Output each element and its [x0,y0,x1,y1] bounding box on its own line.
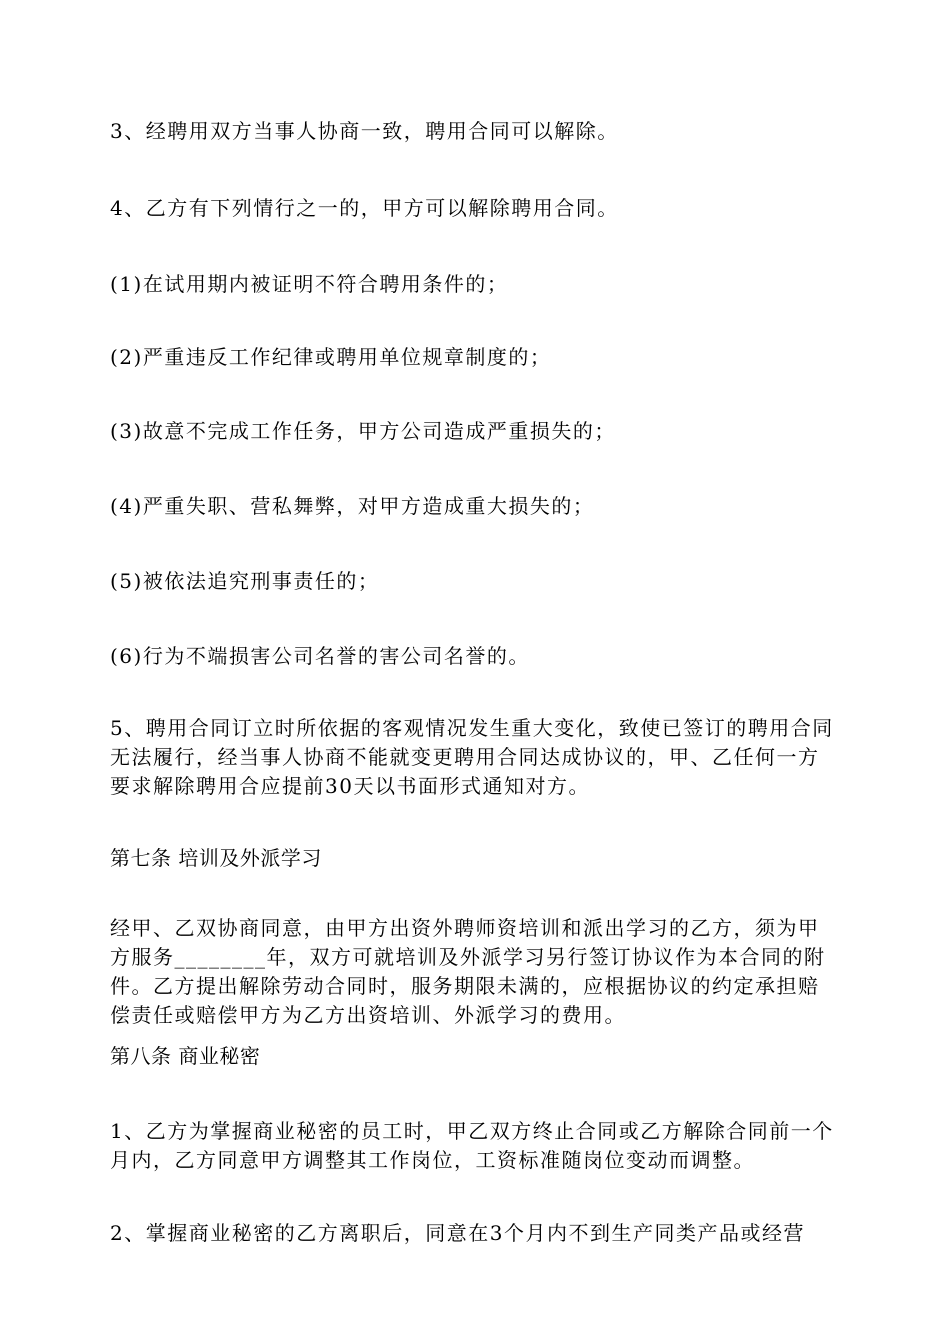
clause-6-item-4-sub-1: (1)在试用期内被证明不符合聘用条件的； [110,272,509,296]
clause-6-item-4-sub-4: (4)严重失职、营私舞弊，对甲方造成重大损失的； [110,494,595,518]
clause-6-item-4-sub-6: (6)行为不端损害公司名誉的害公司名誉的。 [110,644,530,668]
section-heading-article-8: 第八条 商业秘密 [110,1044,261,1068]
clause-6-item-4-sub-2: (2)严重违反工作纪律或聘用单位规章制度的； [110,345,552,369]
clause-6-item-4: 4、乙方有下列情行之一的，甲方可以解除聘用合同。 [110,196,619,220]
clause-6-item-5: 5、聘用合同订立时所依据的客观情况发生重大变化，致使已签订的聘用合同无法履行，经当事人协商不能就变更聘用合同达成协议的，甲、乙任何一方要求解除聘用合应提前30天以书面形式通知对方。 [110,716,834,798]
article-8-item-1: 1、乙方为掌握商业秘密的员工时，甲乙双方终止合同或乙方解除合同前一个月内，乙方同意甲方调整其工作岗位，工资标准随岗位变动而调整。 [110,1119,834,1172]
clause-6-item-4-sub-3: (3)故意不完成工作任务，甲方公司造成严重损失的； [110,419,616,443]
article-8-item-2: 2、掌握商业秘密的乙方离职后，同意在3个月内不到生产同类产品或经营 [110,1221,805,1245]
article-7-body: 经甲、乙双协商同意，由甲方出资外聘师资培训和派出学习的乙方，须为甲方服务________年，双方可就培训及外派学习另行签订协议作为本合同的附件。乙方提出解除劳动合同时，服务期限未满的，应根据协议的约定承担赔偿责任或赔偿甲方为乙方出资培训、外派学习的费用。 [110,916,826,1027]
clause-6-item-4-sub-5: (5)被依法追究刑事责任的； [110,569,380,593]
section-heading-article-7: 第七条 培训及外派学习 [110,846,322,870]
clause-6-item-3: 3、经聘用双方当事人协商一致，聘用合同可以解除。 [110,119,619,143]
